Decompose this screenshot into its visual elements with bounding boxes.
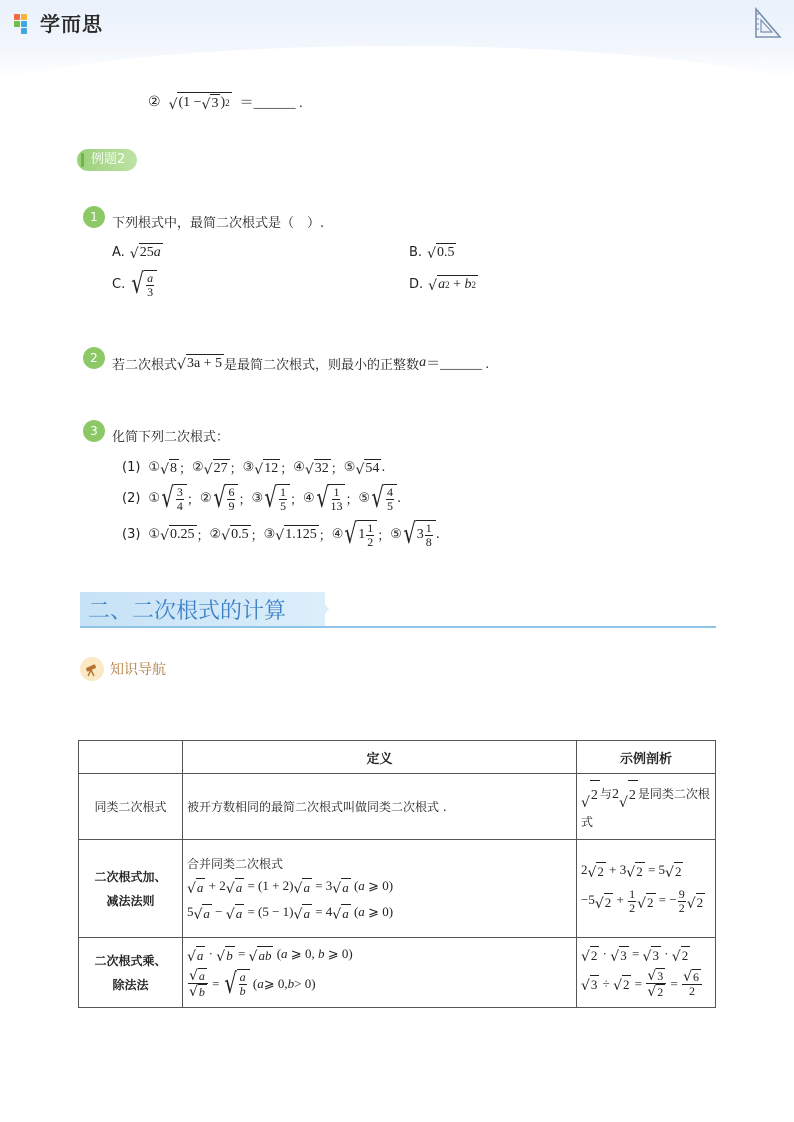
sep: ； [250,528,264,544]
row-example: √ 2 与2 √ 2 是同类二次根式 [577,774,716,840]
q2-tail: ＝______ . [426,357,490,372]
sep: ； [377,528,391,544]
top-item-expr: √ (1 − √ 3 ) 2 [169,92,232,112]
q3-r3-item: ⑤ [390,526,402,542]
brand-name: 学而思 [40,12,103,36]
q3-r3-item: ① [148,526,161,542]
row-definition: 被开方数相同的最简二次根式叫做同类二次根式 . [183,774,577,840]
page-header [0,0,794,78]
table-header-example: 示例剖析 [577,741,716,774]
q1-option-a-letter: A. [112,244,125,260]
example-add: 2 √ 2 + 3 √ 2 = 5 √ 2 [581,862,682,882]
row-example [577,840,716,938]
end: . [396,490,402,506]
q3-row-2: (2) ① √ $\frac{3}{4}$ ； ② √ $\frac{6}{9}$ ； ③ √ $\frac{1}{5}$ ； ④ √ $\frac{1}{13}$ ； ⑤ √ $\frac{4}{5}$ . [122,481,402,515]
formula-add: √ a + 2 √ a = (1 + 2) √ a = 3 √ a (a ⩾ 0) [187,877,394,897]
table-row [79,938,716,1008]
knowledge-nav-label: 知识导航 [110,662,166,678]
top-item-suffix: ＝______ . [239,96,303,111]
sep: ； [318,528,332,544]
q1-option-d-letter: D. [409,276,424,292]
q2-radicand: 3a + 5 [186,356,223,371]
table-header-row [79,741,716,774]
q3-r2-item: ③ [251,490,264,506]
formula-div: √ a √ b = √ $\frac{a}{b}$ ( a ⩾ 0, b > 0) [189,966,316,1000]
knowledge-nav [80,657,166,681]
q3-r1-item: ② [192,460,204,475]
example-div: √ 3 ÷ √ 2 = √ 3 √ 2 = √ 6 2 [581,968,711,998]
table-row [79,774,716,840]
sep: ； [345,492,359,508]
brand-logo [14,8,103,37]
question-1-text: 下列根式中，最简二次根式是（ ）. [112,216,325,231]
example-mul: √ 2 · √ 3 = √ 3 · √ 2 [581,946,689,966]
knowledge-table [78,740,716,1008]
q3-r1-item: ⑤ [343,460,356,475]
q2-text-before: 若二次根式 [112,357,178,373]
row-name: 同类二次根式 [79,774,183,840]
q3-r1-v1: 8 [170,460,177,476]
end: . [435,526,440,542]
row-example [577,938,716,1008]
q3-r3-v3: 1.125 [285,527,317,543]
q3-r2-item: ② [199,490,212,506]
question-3-text: 化简下列二次根式： [112,430,230,445]
question-1-number: 1 [83,206,105,228]
q3-r2-item: ① [148,490,161,506]
sep: ； [179,462,193,477]
q3-r1-item: ④ [293,460,305,475]
q3-row-2-label: (2) [122,490,141,506]
q3-r1-item: ③ [242,460,255,475]
q1-option-b-letter: B. [409,244,423,260]
q2-var: a [419,355,427,370]
row-definition-title: 合并同类二次根式 [187,856,284,871]
question-2-text: 若二次根式 √ 3a + 5 是最简二次根式，则最小的正整数 a ＝______ . [112,355,490,373]
header-curve [0,46,794,106]
table-header-definition: 定义 [183,741,577,774]
row-definition [183,938,577,1008]
sep: ； [196,528,210,544]
q1-option-c-letter: C. [112,276,126,292]
section-header [80,592,716,628]
formula-sub: 5 √ a − √ a = (5 − 1) √ a = 4 √ a (a ⩾ 0) [187,904,394,924]
q3-r3-item: ④ [331,526,344,542]
section-notch [315,592,329,626]
sep: ； [280,462,294,477]
q3-r2-item: ⑤ [358,490,371,506]
telescope-icon [80,657,104,681]
example-tag: 例题2 [77,149,137,171]
sep: ； [229,462,243,477]
q3-r1-v2: 27 [213,460,228,476]
q3-r3-item: ② [209,526,222,542]
sep: ； [330,462,344,477]
q3-row-1: (1) ① √ 8 ； ② √ 27 ； ③ √ 12 ； ④ √ 32 ； ⑤ √ 54 . [122,460,386,478]
ruler-icon [752,6,782,40]
q3-r3-item: ③ [263,526,276,542]
sep: ； [186,492,200,508]
formula-mul: √ a · √ b = √ ab (a ⩾ 0, b ⩾ 0) [187,946,353,966]
q3-row-3: (3) ① √ 0.25 ； ② √ 0.5 ； ③ √ 1.125 ； ④ √ 1 $\frac{1}{2}$ ； ⑤ √ 3 $\frac{1}{8}$ . [122,517,440,551]
sep: ； [238,492,252,508]
table-header-empty [79,741,183,774]
q1-option-a: A. √ 25 a [112,244,161,262]
brand-logo-mark [14,10,36,36]
example-sub: −5 √ 2 + $\frac{1}{2}$ √ 2 = − $\frac{9}{2}$ √ 2 [581,887,704,915]
row-name: 二次根式乘、除法法 [79,938,183,1008]
q3-r1-item: ① [148,460,161,475]
q3-row-1-label: (1) [122,460,141,475]
q3-r3-v2: 0.5 [231,527,249,543]
q3-row-3-label: (3) [122,526,141,542]
example-text: 与 [599,786,612,801]
q3-r1-v4: 32 [314,460,329,476]
sep: ； [289,492,303,508]
top-item [148,92,303,112]
q1-option-c: C. √ $\frac{a}{3}$ [112,270,157,298]
section-underline [80,626,716,628]
q1-option-d: D. √ a 2 + b 2 [409,276,476,294]
top-item-num: ② [148,94,161,110]
q3-r1-v3: 12 [264,460,279,476]
q2-text-after: 是最简二次根式，则最小的正整数 [224,357,420,373]
section-title: 二、二次根式的计算 [88,599,287,624]
q3-r3-v1: 0.25 [170,527,195,543]
q3-r2-item: ④ [302,490,315,506]
question-3-number: 3 [83,420,105,442]
row-name: 二次根式加、减法法则 [79,840,183,938]
q1-option-b: B. √ 0.5 [409,244,455,262]
q3-r1-v5: 54 [365,460,380,476]
example-tail: 是同类二次根式 [581,786,710,829]
question-2-number: 2 [83,347,105,369]
table-row [79,840,716,938]
row-definition [183,840,577,938]
end: . [381,460,386,475]
